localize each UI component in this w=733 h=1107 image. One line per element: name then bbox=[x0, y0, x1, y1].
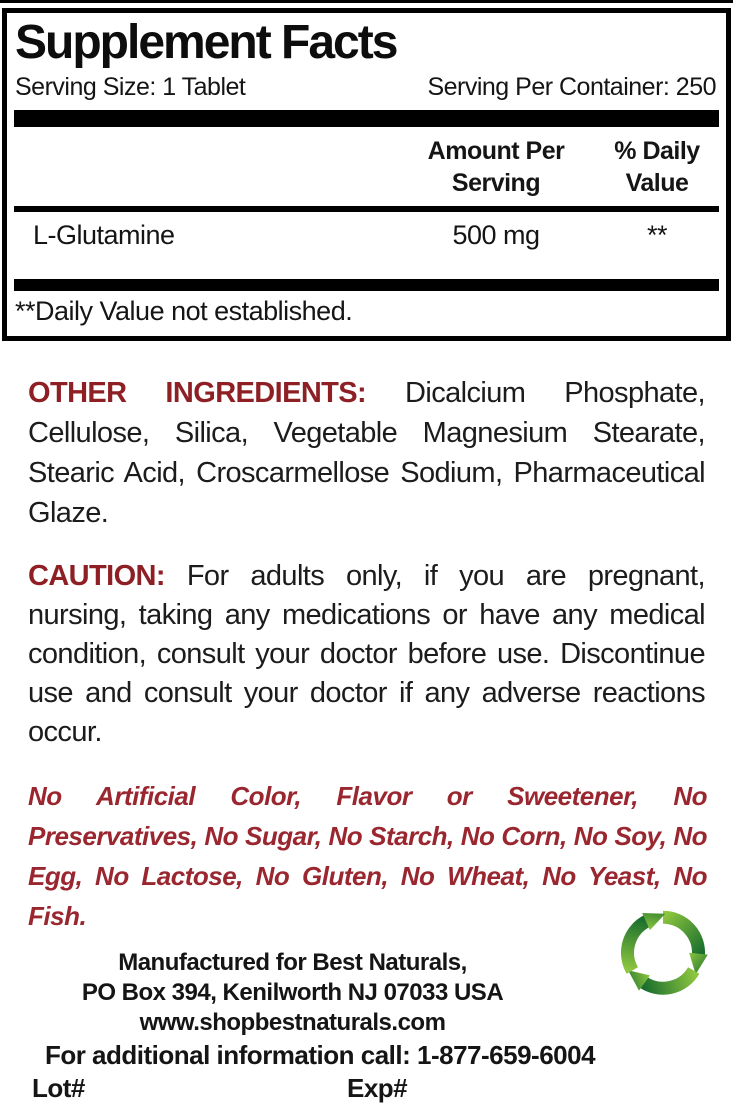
other-ingredients-text: Dicalcium Phosphate, Cellulose, Silica, Vegetable Magnesium Stearate, Stearic Acid, Croscarmellose Sodium, Pharmaceutical Glaze. bbox=[28, 377, 705, 529]
website-line: www.shopbestnaturals.com bbox=[139, 1009, 446, 1036]
manufacturer-line: Manufactured for Best Naturals, bbox=[118, 949, 467, 976]
lot-label: Lot# bbox=[32, 1073, 85, 1103]
divider-thick-bar bbox=[14, 279, 719, 291]
divider-thick-bar bbox=[14, 110, 719, 127]
caution-paragraph bbox=[28, 557, 705, 752]
recycle-icon bbox=[607, 886, 719, 1012]
ingredient-name: L-Glutamine bbox=[33, 220, 175, 250]
ingredient-daily-value: ** bbox=[646, 220, 667, 250]
panel-title: Supplement Facts bbox=[15, 16, 397, 69]
top-crop-line bbox=[0, 0, 733, 3]
caution-label: CAUTION: bbox=[28, 560, 165, 592]
serving-info-row bbox=[7, 69, 726, 110]
table-row bbox=[7, 212, 726, 279]
lot-exp-row bbox=[0, 1073, 733, 1107]
amount-per-serving-header: Amount Per Serving bbox=[427, 137, 565, 197]
daily-value-header: % Daily Value bbox=[614, 137, 700, 197]
other-ingredients-label: OTHER INGREDIENTS: bbox=[28, 377, 367, 409]
address-line: PO Box 394, Kenilworth NJ 07033 USA bbox=[81, 979, 504, 1006]
daily-value-footnote: **Daily Value not established. bbox=[15, 296, 353, 326]
supplement-facts-panel bbox=[2, 8, 731, 341]
phone-line: For additional information call: 1-877-659-6004 bbox=[44, 1040, 596, 1070]
other-ingredients-paragraph bbox=[28, 373, 705, 533]
serving-size-text: Serving Size: 1 Tablet bbox=[15, 73, 246, 101]
caution-text: For adults only, if you are pregnant, nursing, taking any medications or have any medical condition, consult your doctor before use. Discontinue use and consult your doctor if any adverse reactions occur. bbox=[28, 560, 705, 748]
servings-per-container-text: Serving Per Container: 250 bbox=[427, 73, 716, 101]
free-of-claims-text: No Artificial Color, Flavor or Sweetener, No Preservatives, No Sugar, No Starch, No Corn, No Soy, No Egg, No Lactose, No Gluten, No Wheat, No Yeast, No Fish. bbox=[28, 781, 707, 931]
table-header-row bbox=[7, 127, 726, 206]
ingredient-amount: 500 mg bbox=[452, 220, 540, 250]
exp-label: Exp# bbox=[347, 1073, 408, 1103]
